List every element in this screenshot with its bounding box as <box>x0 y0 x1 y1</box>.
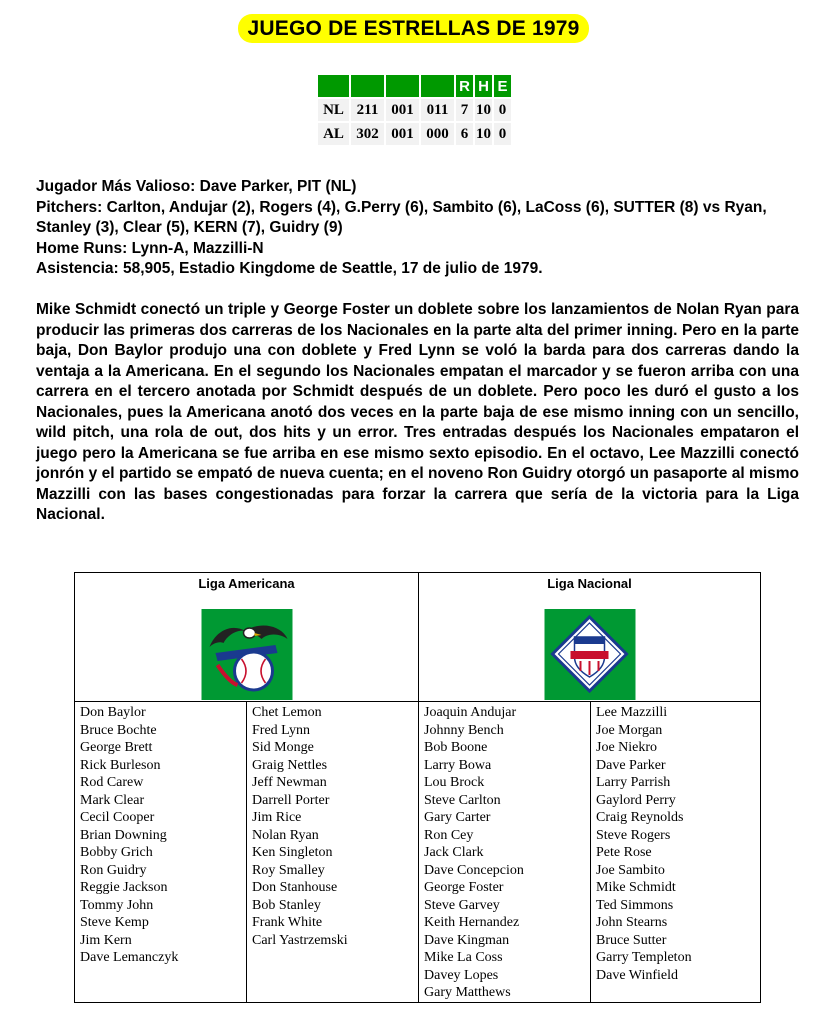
home-runs-line: Home Runs: Lynn-A, Mazzilli-N <box>36 239 264 257</box>
linescore-runs: 7 <box>456 99 473 121</box>
al-league-name: Liga Americana <box>198 576 295 591</box>
linescore-header-team <box>318 75 349 97</box>
player-name: Dave Kingman <box>424 932 510 948</box>
rosters-players-row <box>75 702 761 1003</box>
mvp-line: Jugador Más Valioso: Dave Parker, PIT (NL) <box>36 178 357 195</box>
player-name: Frank White <box>252 915 323 930</box>
player-name: Larry Bowa <box>424 757 492 773</box>
player-name: Keith Hernandez <box>424 915 520 930</box>
player-name: Jim Kern <box>80 932 132 948</box>
linescore-header-inn2 <box>386 75 419 97</box>
linescore-header-errors: E <box>494 75 511 97</box>
player-name: Rod Carew <box>80 775 144 790</box>
national-league-logo-icon <box>544 609 635 700</box>
player-name: Nolan Ryan <box>252 827 319 843</box>
player-name: Pete Rose <box>596 845 652 860</box>
player-name: Dave Parker <box>596 757 666 773</box>
game-info <box>36 177 796 280</box>
player-name: Lee Mazzilli <box>596 705 668 720</box>
rosters-table <box>74 572 761 1003</box>
player-name: Bruce Sutter <box>596 932 667 948</box>
page-title: JUEGO DE ESTRELLAS DE 1979 <box>238 14 590 43</box>
player-name: Johnny Bench <box>424 722 504 738</box>
player-name: Gaylord Perry <box>596 792 676 808</box>
player-name: George Foster <box>424 880 504 895</box>
title-container <box>0 14 827 43</box>
player-name: Bobby Grich <box>80 845 153 860</box>
linescore-innings: 011 <box>421 99 454 121</box>
player-name: Darrell Porter <box>252 792 330 808</box>
player-name: Reggie Jackson <box>80 880 168 895</box>
nl-header-cell <box>419 573 761 702</box>
linescore-header-row <box>318 75 511 97</box>
player-name: Mark Clear <box>80 792 145 808</box>
player-name: Joe Niekro <box>596 740 658 755</box>
player-name: Ted Simmons <box>596 897 674 913</box>
linescore-hits: 10 <box>475 99 492 121</box>
player-name: Roy Smalley <box>252 862 325 878</box>
player-name: Joaquin Andujar <box>424 705 517 720</box>
player-name: Steve Rogers <box>596 827 671 843</box>
linescore-runs: 6 <box>456 123 473 145</box>
player-name: Bob Boone <box>424 740 488 755</box>
player-name: Dave Concepcion <box>424 862 524 878</box>
player-name: Steve Kemp <box>80 915 149 930</box>
player-name: Jeff Newman <box>252 775 327 790</box>
linescore-team: NL <box>318 99 349 121</box>
nl-league-name: Liga Nacional <box>547 576 632 591</box>
linescore-errors: 0 <box>494 99 511 121</box>
player-name: Joe Sambito <box>596 862 665 878</box>
player-name: Jack Clark <box>424 845 484 860</box>
al-header-cell <box>75 573 419 702</box>
linescore-innings: 302 <box>351 123 384 145</box>
player-name: Gary Carter <box>424 810 491 825</box>
player-name: Bob Stanley <box>252 897 321 913</box>
nl-players-col2 <box>591 702 761 1003</box>
player-name: Sid Monge <box>252 740 314 755</box>
player-name: John Stearns <box>596 915 668 930</box>
american-league-logo-icon <box>201 609 292 700</box>
player-name: Fred Lynn <box>252 722 310 738</box>
player-name: Gary Matthews <box>424 985 511 1000</box>
player-name: Bruce Bochte <box>80 722 157 738</box>
player-name: Mike La Coss <box>424 950 503 965</box>
player-name: Steve Carlton <box>424 792 501 808</box>
al-players-col1 <box>75 702 247 1003</box>
player-name: Don Baylor <box>80 705 146 720</box>
player-name: Lou Brock <box>424 775 485 790</box>
player-name: Don Stanhouse <box>252 880 338 895</box>
linescore-hits: 10 <box>475 123 492 145</box>
player-name: George Brett <box>80 740 153 755</box>
player-name: Brian Downing <box>80 827 167 843</box>
player-name: Ron Cey <box>424 827 474 843</box>
player-name: Jim Rice <box>252 810 302 825</box>
linescore-table <box>316 73 513 147</box>
player-name: Mike Schmidt <box>596 880 676 895</box>
player-name: Carl Yastrzemski <box>252 932 348 948</box>
player-name: Tommy John <box>80 897 154 913</box>
pitchers-line: Pitchers: Carlton, Andujar (2), Rogers (4), G.Perry (6), Sambito (6), LaCoss (6), SUTTER (8) vs Ryan, Stanley (3), Clear (5), KERN (7), Guidry (9) <box>36 198 767 236</box>
player-name: Steve Garvey <box>424 897 500 913</box>
linescore-innings: 211 <box>351 99 384 121</box>
player-name: Dave Lemanczyk <box>80 950 179 965</box>
player-name: Davey Lopes <box>424 967 499 983</box>
rosters-header-row <box>75 573 761 702</box>
player-name: Rick Burleson <box>80 757 161 773</box>
linescore-innings: 001 <box>386 99 419 121</box>
linescore-errors: 0 <box>494 123 511 145</box>
player-name: Craig Reynolds <box>596 810 684 825</box>
game-summary: Mike Schmidt conectó un triple y George Foster un doblete sobre los lanzamientos de Nolan Ryan para producir las primeras dos carreras de los Nacionales en la parte alta del primer inning. Pero en la parte baja, Don Baylor produjo una con doblete y Fred Lynn se voló la barda para dos carreras dando la ventaja a la Americana. En el segundo los Nacionales empatan el marcador y se fueron arriba con una carrera en el tercero anotada por Schmidt después de un doblete. Pero poco les duró el gusto a los Nacionales, pues la Americana anotó dos veces en la parte baja de ese mismo inning con un sencillo, wild pitch, una rola de out, dos hits y un error. Tres entradas después los Nacionales empataron el juego pero la Americana se fue arriba en ese mismo sexto episodio. En el octavo, Lee Mazzilli conectó jonrón y el partido se empató de nueva cuenta; en el noveno Ron Guidry otorgó un pasaporte al mismo Mazzilli con las bases congestionadas para forzar la carrera que sería de la victoria para la Liga Nacional. <box>36 301 799 523</box>
linescore-team: AL <box>318 123 349 145</box>
linescore-header-runs: R <box>456 75 473 97</box>
linescore-row-al <box>318 123 511 145</box>
linescore-header-inn3 <box>421 75 454 97</box>
linescore-header-inn1 <box>351 75 384 97</box>
attendance-line: Asistencia: 58,905, Estadio Kingdome de Seattle, 17 de julio de 1979. <box>36 260 543 277</box>
player-name: Ron Guidry <box>80 862 147 878</box>
player-name: Larry Parrish <box>596 775 671 790</box>
player-name: Cecil Cooper <box>80 810 155 825</box>
player-name: Chet Lemon <box>252 705 322 720</box>
linescore-innings: 000 <box>421 123 454 145</box>
linescore-innings: 001 <box>386 123 419 145</box>
linescore-row-nl <box>318 99 511 121</box>
player-name: Garry Templeton <box>596 950 692 965</box>
player-name: Dave Winfield <box>596 967 678 983</box>
player-name: Graig Nettles <box>252 757 328 773</box>
player-name: Ken Singleton <box>252 845 333 860</box>
nl-players-col1 <box>419 702 591 1003</box>
al-players-col2 <box>247 702 419 1003</box>
linescore-header-hits: H <box>475 75 492 97</box>
player-name: Joe Morgan <box>596 722 663 738</box>
